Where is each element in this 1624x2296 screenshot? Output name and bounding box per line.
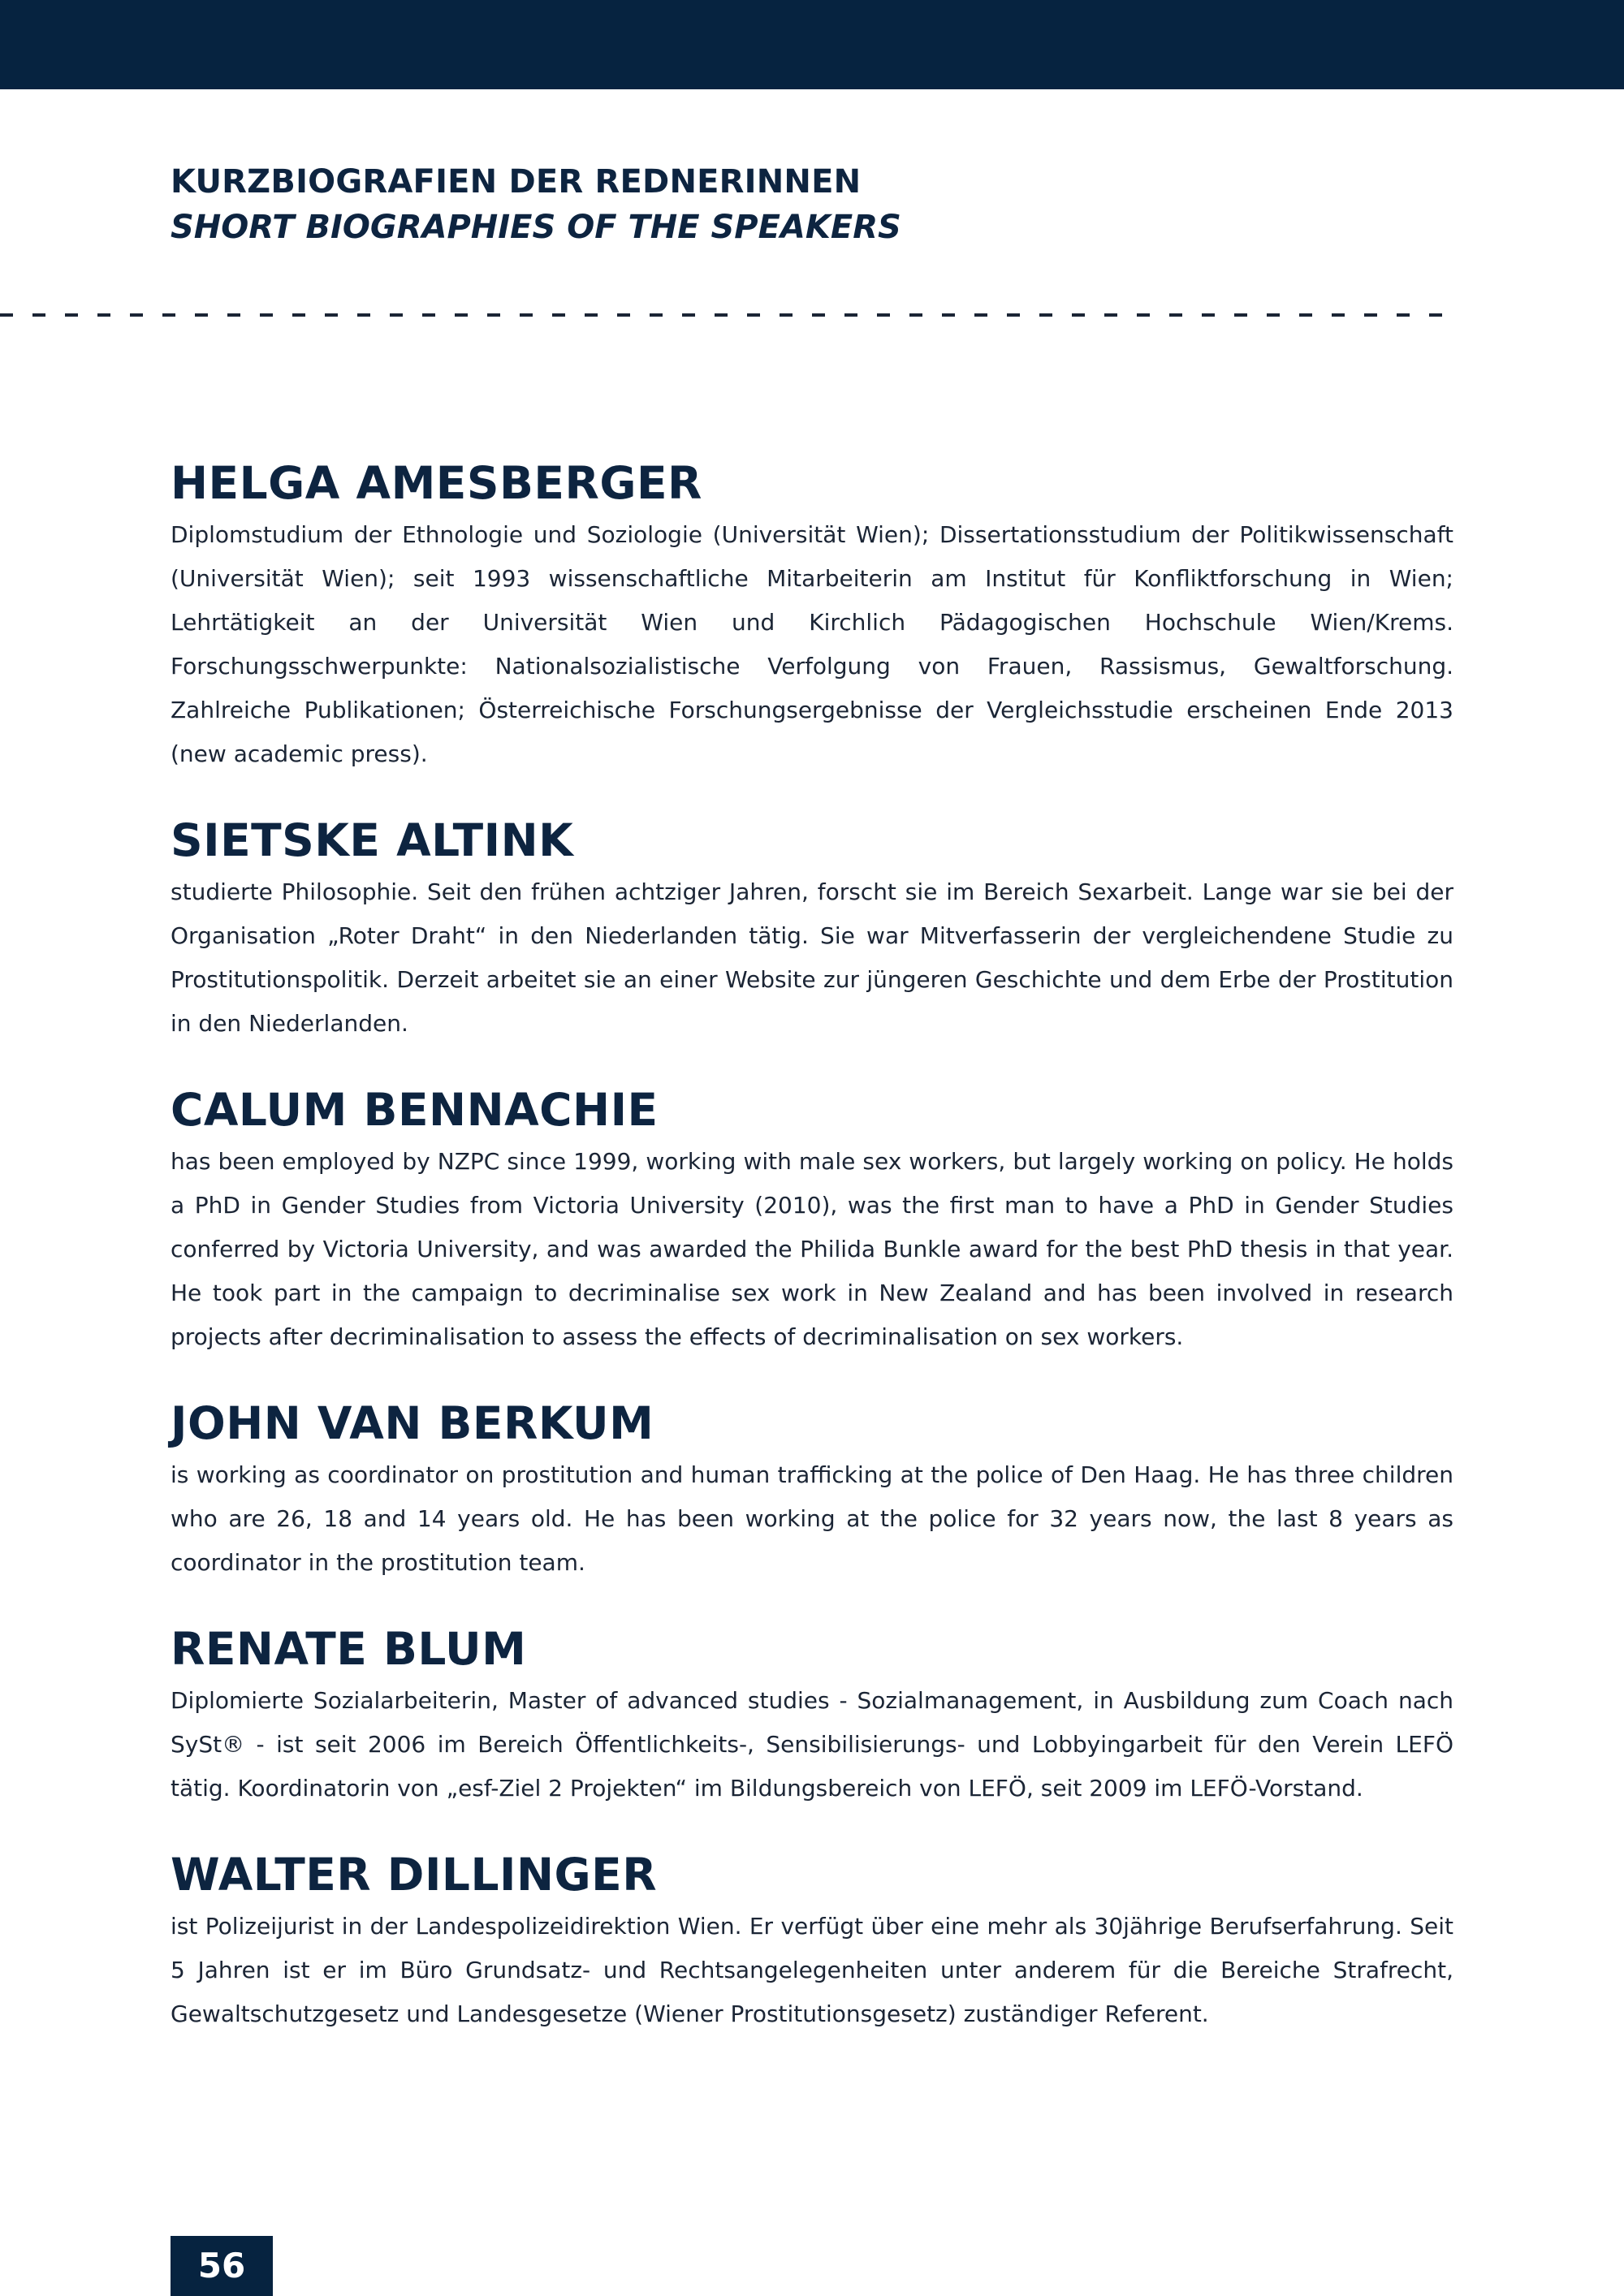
bio-calum-bennachie — [171, 1081, 1453, 1359]
bio-john-van-berkum — [171, 1395, 1453, 1585]
bio-walter-dillinger — [171, 1846, 1453, 2036]
bio-sietske-altink — [171, 812, 1453, 1046]
speaker-name: CALUM BENNACHIE — [171, 1084, 659, 1136]
speaker-bio-list — [171, 455, 1453, 2072]
speaker-name: WALTER DILLINGER — [171, 1849, 658, 1901]
speaker-bio-text: Diplomierte Sozialarbeiterin, Master of advanced studies - Sozialmanagement, in Ausbildung zum Coach nach SySt® - ist seit 2006 im Bereich Öffentlichkeits-, Sensibilisierungs- und Lobbyingarbeit für den Verein LEFÖ tätig. Koordinatorin von „esf-Ziel 2 Projekten“ im Bildungsbereich von LEFÖ, seit 2009 im LEFÖ-Vorstand. — [171, 1687, 1453, 1802]
speaker-bio-text: is working as coordinator on prostitution and human trafficking at the police of Den Haag. He has three children who are 26, 18 and 14 years old. He has been working at the police for 32 years now, the last 8 years as coordinator in the prostitution team. — [171, 1461, 1453, 1576]
speaker-bio-text: studierte Philosophie. Seit den frühen achtziger Jahren, forscht sie im Bereich Sexarbeit. Lange war sie bei der Organisation „Roter Draht“ in den Niederlanden tätig. Sie war Mitverfasserin der vergleichendene Studie zu Prostitutionspolitik. Derzeit arbeitet sie an einer Website zur jüngeren Geschichte und dem Erbe der Prostitution in den Niederlanden. — [171, 878, 1453, 1037]
speaker-name: SIETSKE ALTINK — [171, 814, 574, 866]
speaker-name: RENATE BLUM — [171, 1623, 527, 1675]
section-title-english: SHORT BIOGRAPHIES OF THE SPEAKERS — [171, 209, 901, 246]
section-header — [171, 159, 1470, 250]
page-number: 56 — [171, 2236, 273, 2296]
bio-renate-blum — [171, 1621, 1453, 1810]
section-title-german: KURZBIOGRAFIEN DER REDNERINNEN — [171, 163, 862, 201]
top-header-bar — [0, 0, 1624, 89]
speaker-name: HELGA AMESBERGER — [171, 457, 702, 509]
dashed-divider — [0, 313, 1453, 317]
speaker-name: JOHN VAN BERKUM — [171, 1397, 654, 1449]
bio-helga-amesberger — [171, 455, 1453, 776]
speaker-bio-text: has been employed by NZPC since 1999, working with male sex workers, but largely working on policy. He holds a PhD in Gender Studies from Victoria University (2010), was the first man to have a PhD in Gender Studies conferred by Victoria University, and was awarded the Philida Bunkle award for the best PhD thesis in that year. He took part in the campaign to decriminalise sex work in New Zealand and has been involved in research projects after decriminalisation to assess the effects of decriminalisation on sex workers. — [171, 1148, 1453, 1350]
speaker-bio-text: Diplomstudium der Ethnologie und Soziologie (Universität Wien); Dissertationsstudium der Politikwissenschaft (Universität Wien); seit 1993 wissenschaftliche Mitarbeiterin am Institut für Konfliktforschung in Wien; Lehrtätigkeit an der Universität Wien und Kirchlich Pädagogischen Hochschule Wien/Krems. Forschungsschwerpunkte: Nationalsozialistische Verfolgung von Frauen, Rassismus, Gewaltforschung. Zahlreiche Publikationen; Österreichische Forschungsergebnisse der Vergleichsstudie erscheinen Ende 2013 (new academic press). — [171, 521, 1453, 767]
speaker-bio-text: ist Polizeijurist in der Landespolizeidirektion Wien. Er verfügt über eine mehr als 30jährige Berufserfahrung. Seit 5 Jahren ist er im Büro Grundsatz- und Rechtsangelegenheiten unter anderem für die Bereiche Strafrecht, Gewaltschutzgesetz und Landesgesetze (Wiener Prostitutionsgesetz) zuständiger Referent. — [171, 1913, 1453, 2027]
